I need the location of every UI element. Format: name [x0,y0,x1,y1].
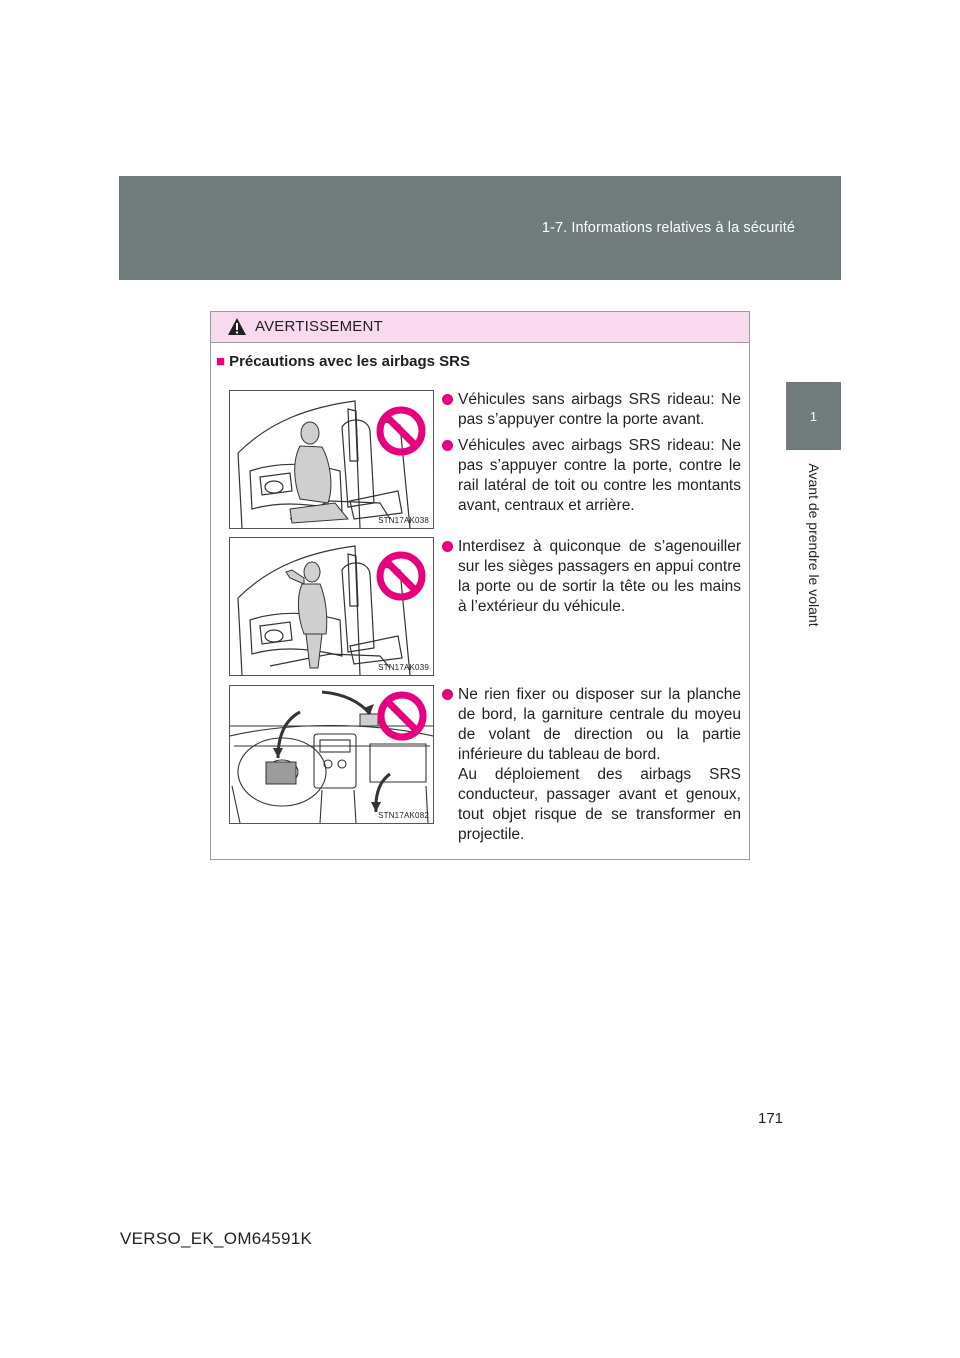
section-title: 1-7. Informations relatives à la sécurité [541,220,795,236]
chapter-title: Avant de prendre le volant [805,463,822,627]
bullet-group-3 [442,685,741,851]
bullet-group-2 [442,537,741,623]
square-bullet-icon: ■ [216,353,226,370]
bullet-item: Véhicules avec airbags SRS rideau: Ne pas s’appuyer contre la porte, contre le rail latéral de toit ou contre les montants avant, centraux et arrière. [442,436,741,516]
warning-box [210,311,750,860]
warning-header [211,312,749,343]
car-interior-drawing [230,391,433,528]
document-id: VERSO_EK_OM64591K [120,1229,313,1248]
bullet-dot-icon [442,689,453,700]
figure-code: STN17AK082 [378,811,429,820]
figure-code: STN17AK039 [378,663,429,672]
bullet-continuation: Au déploiement des airbags SRS conducteur, passager avant et genoux, tout objet risque de se transformer en projectile. [458,766,741,843]
chapter-tab [786,382,841,450]
bullet-group-1 [442,390,741,522]
bullet-dot-icon [442,440,453,451]
figure-code: STN17AK038 [378,516,429,525]
bullet-item: Ne rien fixer ou disposer sur la planche de bord, la garniture centrale du moyeu de volant de direction ou la partie inférieure du tableau de bord. [442,685,741,765]
bullet-dot-icon [442,394,453,405]
dashboard-drawing [230,686,433,823]
bullet-item: Véhicules sans airbags SRS rideau: Ne pas s’appuyer contre la porte avant. [442,390,741,430]
car-interior-drawing [230,538,433,675]
page-number: 171 [758,1110,784,1127]
illustration-kneeling-on-seat [229,537,434,676]
section-heading-text: Précautions avec les airbags SRS [229,353,471,370]
warning-triangle-icon [227,317,247,336]
warning-title: AVERTISSEMENT [255,318,383,335]
bullet-dot-icon [442,541,453,552]
chapter-label [786,455,841,635]
bullet-item: Interdisez à quiconque de s’agenouiller sur les sièges passagers en appui contre la porte ou de sortir la tête ou les mains à l’extérieur du véhicule. [442,537,741,617]
header-band [119,176,841,280]
section-heading [216,353,470,370]
illustration-leaning-on-door [229,390,434,529]
illustration-dashboard-objects [229,685,434,824]
chapter-number: 1 [809,408,818,424]
